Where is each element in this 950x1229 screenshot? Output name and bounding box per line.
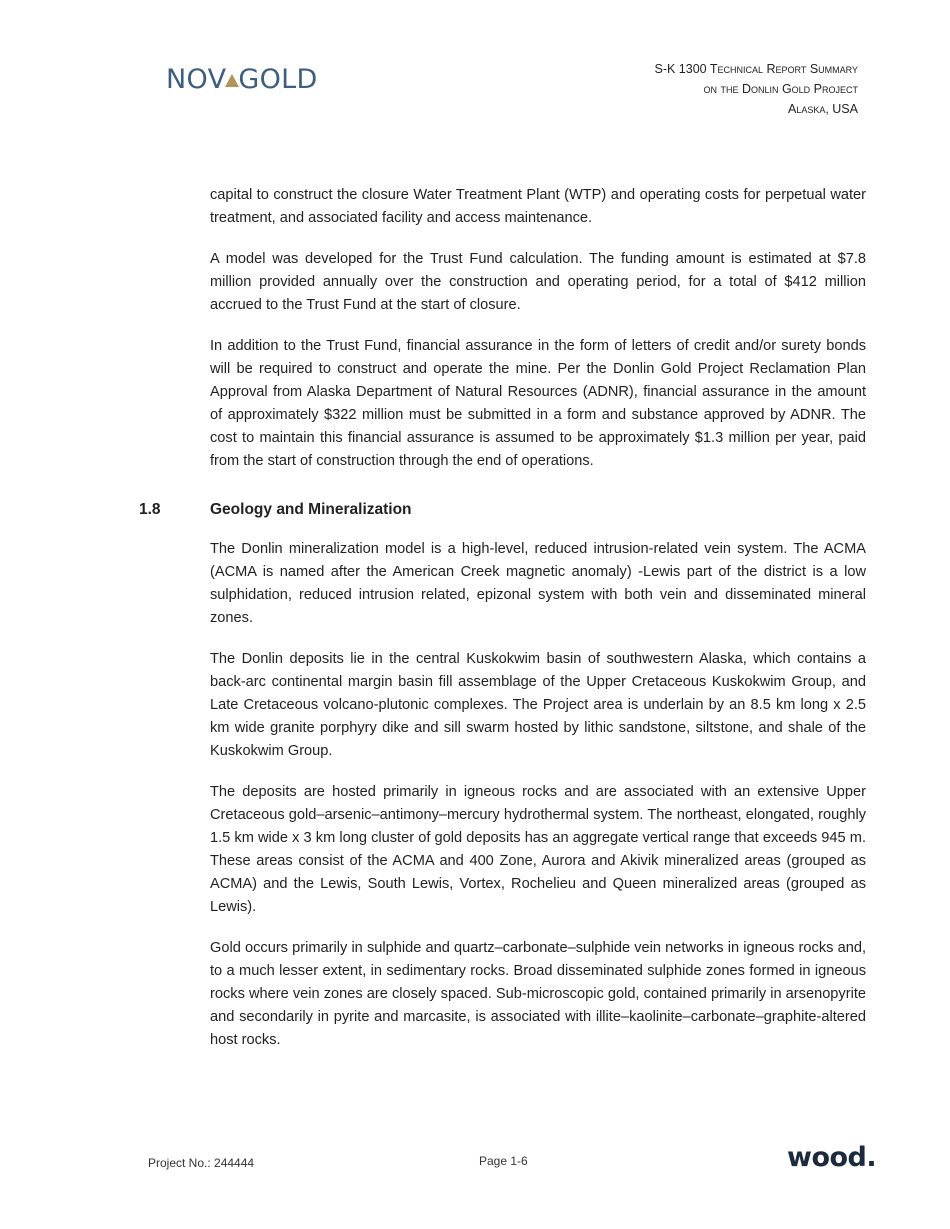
paragraph: A model was developed for the Trust Fund calculation. The funding amount is estimated at $7.8 million provided annually over the construction and operating period, for a total of $412 million accrued to the Trust Fund at the start of closure. [210, 251, 866, 313]
project-number: Project No.: 244444 [148, 1156, 255, 1170]
report-title-line2: on the Donlin Gold Project [703, 82, 858, 96]
paragraph: In addition to the Trust Fund, financial assurance in the form of letters of credit and/or surety bonds will be required to construct and operate the mine. Per the Donlin Gold Project Reclamation Plan Approval from Alaska Department of Natural Resources (ADNR), financial assurance in the amount of approximately $322 million must be submitted in a form and substance approved by ADNR. The cost to maintain this financial assurance is assumed to be approximately $1.3 million per year, paid from the start of construction through the end of operations. [210, 338, 866, 469]
section-heading [139, 498, 866, 522]
paragraph: The Donlin deposits lie in the central Kuskokwim basin of southwestern Alaska, which contains a back-arc continental margin basin fill assemblage of the Upper Cretaceous Kuskokwim Group, and Late Cretaceous volcano-plutonic complexes. The Project area is underlain by an 8.5 km long x 2.5 km wide granite porphyry dike and sill swarm hosted by lithic sandstone, siltstone, and shale of the Kuskokwim Group. [210, 651, 866, 759]
paragraph: The Donlin mineralization model is a high-level, reduced intrusion-related vein system. The ACMA (ACMA is named after the American Creek magnetic anomaly) -Lewis part of the district is a low sulphidation, reduced intrusion related, epizonal system with both vein and disseminated mineral zones. [210, 541, 866, 626]
paragraph: capital to construct the closure Water Treatment Plant (WTP) and operating costs for perpetual water treatment, and associated facility and access maintenance. [210, 187, 866, 226]
report-header [655, 59, 859, 119]
wood-logo: wood. [787, 1142, 877, 1173]
novagold-logo: NOV GOLD [166, 64, 318, 95]
paragraph: The deposits are hosted primarily in igneous rocks and are associated with an extensive Upper Cretaceous gold–arsenic–antimony–mercury hydrothermal system. The northeast, elongated, roughly 1.5 km wide x 3 km long cluster of gold deposits has an aggregate vertical range that exceeds 945 m. These areas consist of the ACMA and 400 Zone, Aurora and Akivik mineralized areas (grouped as ACMA) and the Lewis, South Lewis, Vortex, Rochelieu and Queen mineralized areas (grouped as Lewis). [210, 784, 866, 915]
page-content [139, 184, 866, 1070]
report-title-line3: Alaska, USA [787, 102, 858, 116]
section-title: Geology and Mineralization [210, 501, 412, 518]
report-title-line1: S-K 1300 Technical Report Summary [654, 62, 858, 76]
section-number: 1.8 [139, 501, 161, 518]
page-number: Page 1-6 [479, 1154, 528, 1168]
paragraph: Gold occurs primarily in sulphide and quartz–carbonate–sulphide vein networks in igneous rocks and, to a much lesser extent, in sedimentary rocks. Broad disseminated sulphide zones formed in igneous rocks where vein zones are closely spaced. Sub-microscopic gold, contained primarily in arsenopyrite and secondarily in pyrite and marcasite, is associated with illite–kaolinite–carbonate–graphite-altered host rocks. [210, 940, 866, 1048]
